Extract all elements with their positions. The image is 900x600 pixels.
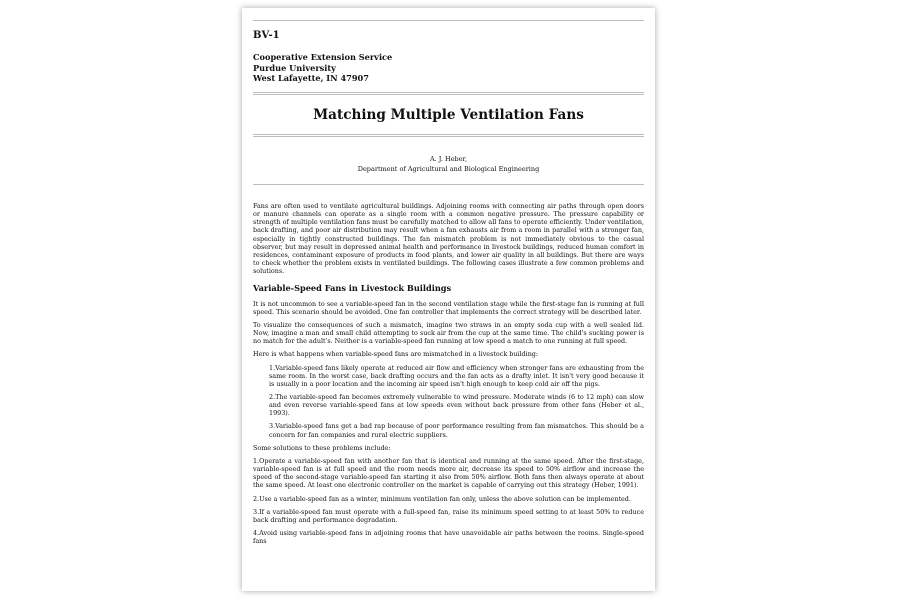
solution-item: 1.Operate a variable-speed fan with another fan that is identical and running at the same speed. After the first-stage, variable-speed fan is at full speed and the room needs more air, decrease its speed to 50% airflow and increase the speed of the second-stage variable-speed fan starting it also from 50% airflow. Both fans then always operate at about the same speed. At least one electronic controller on the market is capable of carrying out this strategy (Heber, 1991).	[253, 456, 644, 490]
problem-item: 2.The variable-speed fan becomes extremely vulnerable to wind pressure. Moderate winds (6 to 12 mph) can slow and even reverse variable-speed fans at low speeds even without back pressure from other fans (Heber et al., 1993).	[269, 392, 644, 418]
title-bottom-rule	[253, 134, 644, 137]
document-page	[242, 8, 655, 591]
author-rule	[253, 184, 644, 185]
section-heading: Variable-Speed Fans in Livestock Buildings	[253, 283, 452, 294]
document-title: Matching Multiple Ventilation Fans	[313, 107, 584, 123]
organization-block	[253, 52, 392, 84]
page-content	[253, 8, 644, 591]
problem-item: 1.Variable-speed fans likely operate at reduced air flow and efficiency when stronger fans are exhausting from the same room. In the worst case, back drafting occurs and the fan acts as a drafty inlet. It isn't very good because it is usually in a poor location and the incoming air speed isn't high enough to keep cold air off the pigs.	[269, 363, 644, 388]
solution-item: 4.Avoid using variable-speed fans in adjoining rooms that have unavoidable air paths between the rooms. Single-speed fans	[253, 529, 644, 546]
author-block	[253, 155, 644, 174]
author-name: A. J. Heber,	[429, 155, 468, 163]
author-department: Department of Agricultural and Biological Engineering	[357, 164, 540, 173]
paragraph: To visualize the consequences of such a mismatch, imagine two straws in an empty soda cup with a well sealed lid. Now, imagine a man and small child attempting to suck air from the cup at the same time. The child's sucking power is no match for the adult's. Neither is a variable-speed fan running at low speed a match to one running at full speed.	[253, 320, 644, 346]
intro-paragraph: Fans are often used to ventilate agricultural buildings. Adjoining rooms with connecting air paths through open doors or manure channels can operate as a single room with a common negative pressure. The pressure capability or strength of multiple ventilation fans must be carefully matched to allow all fans to operate efficiently. Under ventilation, back drafting, and poor air distribution may result when a fan exhausts air from a room in parallel with a stronger fan, especially in tightly constructed buildings. The fan mismatch problem is not immediately obvious to the casual observer, but may result in depressed animal health and performance in livestock buildings, reduced human comfort in residences, contaminant exposure of products in food plants, and lower air quality in all buildings. But there are ways to check whether the problem exists in ventilated buildings. The following cases illustrate a few common problems and solutions.	[253, 202, 644, 276]
org-name: Cooperative Extension Service	[253, 52, 393, 62]
paragraph: Here is what happens when variable-speed fans are mismatched in a livestock building:	[253, 350, 539, 359]
org-address: West Lafayette, IN 47907	[253, 73, 369, 83]
solution-item: 2.Use a variable-speed fan as a winter, minimum ventilation fan only, unless the above solution can be implemented.	[253, 494, 631, 503]
publication-code: BV-1	[253, 30, 280, 41]
article-body	[253, 202, 644, 550]
problem-item: 3.Variable-speed fans get a bad rap because of poor performance resulting from fan mismatches. This should be a concern for fan companies and rural electric suppliers.	[269, 422, 644, 439]
top-rule	[253, 20, 644, 21]
title-top-rule	[253, 92, 644, 95]
paragraph: Some solutions to these problems include:	[253, 443, 391, 452]
org-university: Purdue University	[253, 62, 336, 73]
paragraph: It is not uncommon to see a variable-speed fan in the second ventilation stage while the first-stage fan is running at full speed. This scenario should be avoided. One fan controller that implements the correct strategy will be described later.	[253, 299, 644, 316]
solution-item: 3.If a variable-speed fan must operate with a full-speed fan, raise its minimum speed setting to at least 50% to reduce back drafting and performance degradation.	[253, 507, 644, 524]
